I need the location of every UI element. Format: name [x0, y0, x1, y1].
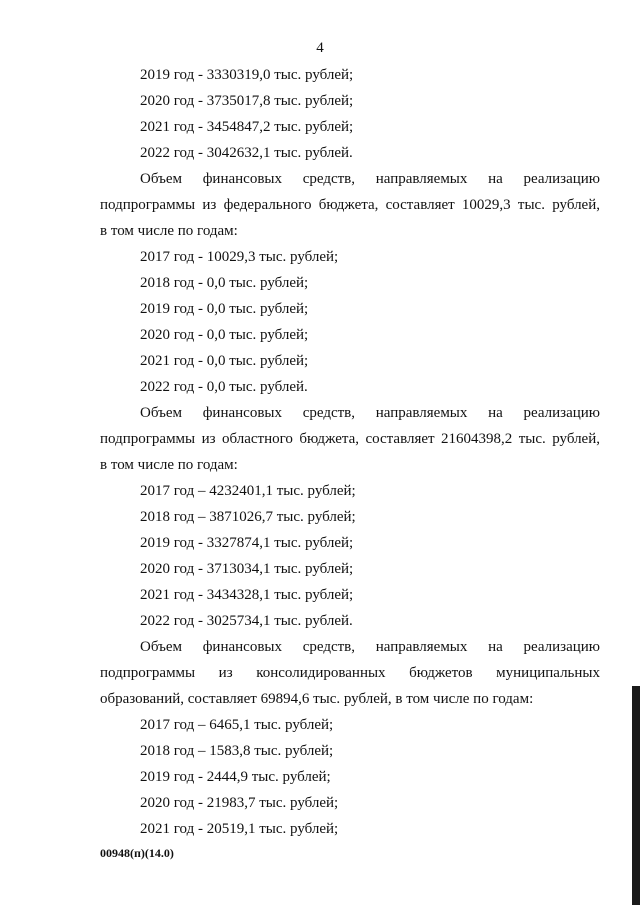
list-item: 2022 год - 3042632,1 тыс. рублей. — [140, 145, 353, 161]
paragraph-line: Объем финансовых средств, направляемых на реализацию — [140, 639, 600, 655]
list-item: 2020 год - 3713034,1 тыс. рублей; — [140, 561, 354, 577]
paragraph-line: подпрограммы из консолидированных бюджетов муниципальных — [100, 665, 600, 681]
list-item: 2018 год – 1583,8 тыс. рублей; — [140, 743, 334, 759]
paragraph-line: подпрограммы из областного бюджета, составляет 21604398,2 тыс. рублей, — [100, 431, 600, 447]
paragraph-line: Объем финансовых средств, направляемых на реализацию — [140, 405, 600, 421]
paragraph-regional-budget — [100, 400, 600, 478]
year-list-carryover — [100, 62, 600, 166]
list-item: 2017 год - 10029,3 тыс. рублей; — [140, 249, 339, 265]
list-item: 2018 год – 3871026,7 тыс. рублей; — [140, 509, 356, 525]
list-item: 2022 год - 3025734,1 тыс. рублей. — [140, 613, 353, 629]
list-item: 2021 год - 20519,1 тыс. рублей; — [140, 821, 339, 837]
document-body — [100, 62, 600, 842]
paragraph-line: Объем финансовых средств, направляемых на реализацию — [140, 171, 600, 187]
year-list-federal — [100, 244, 600, 400]
document-code: 00948(п)(14.0) — [100, 846, 174, 860]
scan-edge-shadow — [632, 686, 640, 905]
list-item: 2021 год - 0,0 тыс. рублей; — [140, 353, 309, 369]
year-list-municipal — [100, 712, 600, 842]
year-list-regional — [100, 478, 600, 634]
list-item: 2020 год - 3735017,8 тыс. рублей; — [140, 93, 354, 109]
list-item: 2022 год - 0,0 тыс. рублей. — [140, 379, 308, 395]
list-item: 2020 год - 0,0 тыс. рублей; — [140, 327, 309, 343]
paragraph-line: подпрограммы из федерального бюджета, составляет 10029,3 тыс. рублей, — [100, 197, 600, 213]
list-item: 2019 год - 3330319,0 тыс. рублей; — [140, 67, 354, 83]
list-item: 2017 год – 4232401,1 тыс. рублей; — [140, 483, 356, 499]
page-number: 4 — [316, 40, 324, 56]
list-item: 2019 год - 3327874,1 тыс. рублей; — [140, 535, 354, 551]
paragraph-line: образований, составляет 69894,6 тыс. рублей, в том числе по годам: — [100, 691, 534, 707]
list-item: 2021 год - 3454847,2 тыс. рублей; — [140, 119, 354, 135]
list-item: 2017 год – 6465,1 тыс. рублей; — [140, 717, 334, 733]
paragraph-federal-budget — [100, 166, 600, 244]
list-item: 2021 год - 3434328,1 тыс. рублей; — [140, 587, 354, 603]
paragraph-line: в том числе по годам: — [100, 223, 238, 239]
list-item: 2020 год - 21983,7 тыс. рублей; — [140, 795, 339, 811]
list-item: 2019 год - 0,0 тыс. рублей; — [140, 301, 309, 317]
paragraph-municipal-budget — [100, 634, 600, 712]
list-item: 2019 год - 2444,9 тыс. рублей; — [140, 769, 331, 785]
list-item: 2018 год - 0,0 тыс. рублей; — [140, 275, 309, 291]
paragraph-line: в том числе по годам: — [100, 457, 238, 473]
